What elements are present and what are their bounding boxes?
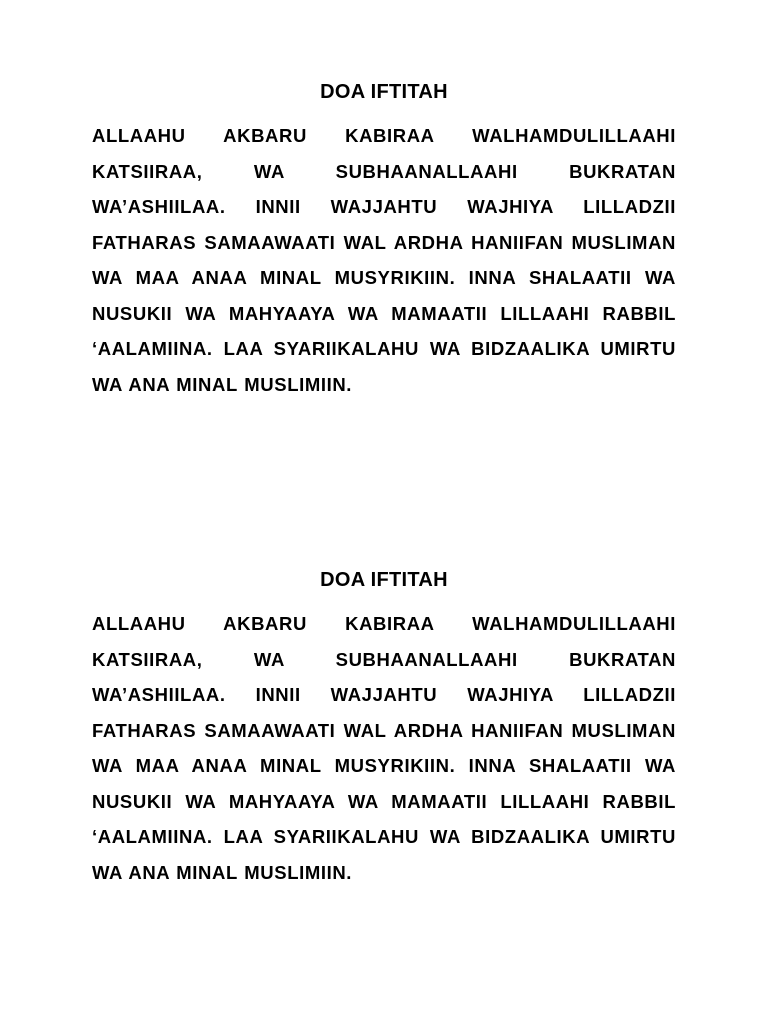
prayer-text: ALLAAHU AKBARU KABIRAA WALHAMDULILLAAHI KATSIIRAA, WA SUBHAANALLAAHI BUKRATAN WA’ASHIILAA. INNII WAJJAHTU WAJHIYA LILLADZII FATHARAS SAMAAWAATI WAL ARDHA HANIIFAN MUSLIMAN WA MAA ANAA MINAL MUSYRIKIIN. INNA SHALAATII WA NUSUKII WA MAHYAAYA WA MAMAATII LILLAAHI RABBIL ‘AALAMIINA. LAA SYARIIKALAHU WA BIDZAALIKA UMIRTU WA ANA MINAL MUSLIMIIN.: [92, 125, 676, 395]
prayer-text: ALLAAHU AKBARU KABIRAA WALHAMDULILLAAHI KATSIIRAA, WA SUBHAANALLAAHI BUKRATAN WA’ASHIILAA. INNII WAJJAHTU WAJHIYA LILLADZII FATHARAS SAMAAWAATI WAL ARDHA HANIIFAN MUSLIMAN WA MAA ANAA MINAL MUSYRIKIIN. INNA SHALAATII WA NUSUKII WA MAHYAAYA WA MAMAATII LILLAAHI RABBIL ‘AALAMIINA. LAA SYARIIKALAHU WA BIDZAALIKA UMIRTU WA ANA MINAL MUSLIMIIN.: [92, 613, 676, 883]
section-title: DOA IFTITAH: [320, 569, 448, 591]
prayer-section-1: [92, 78, 676, 402]
prayer-section-2: [92, 566, 676, 890]
section-title: DOA IFTITAH: [320, 81, 448, 103]
